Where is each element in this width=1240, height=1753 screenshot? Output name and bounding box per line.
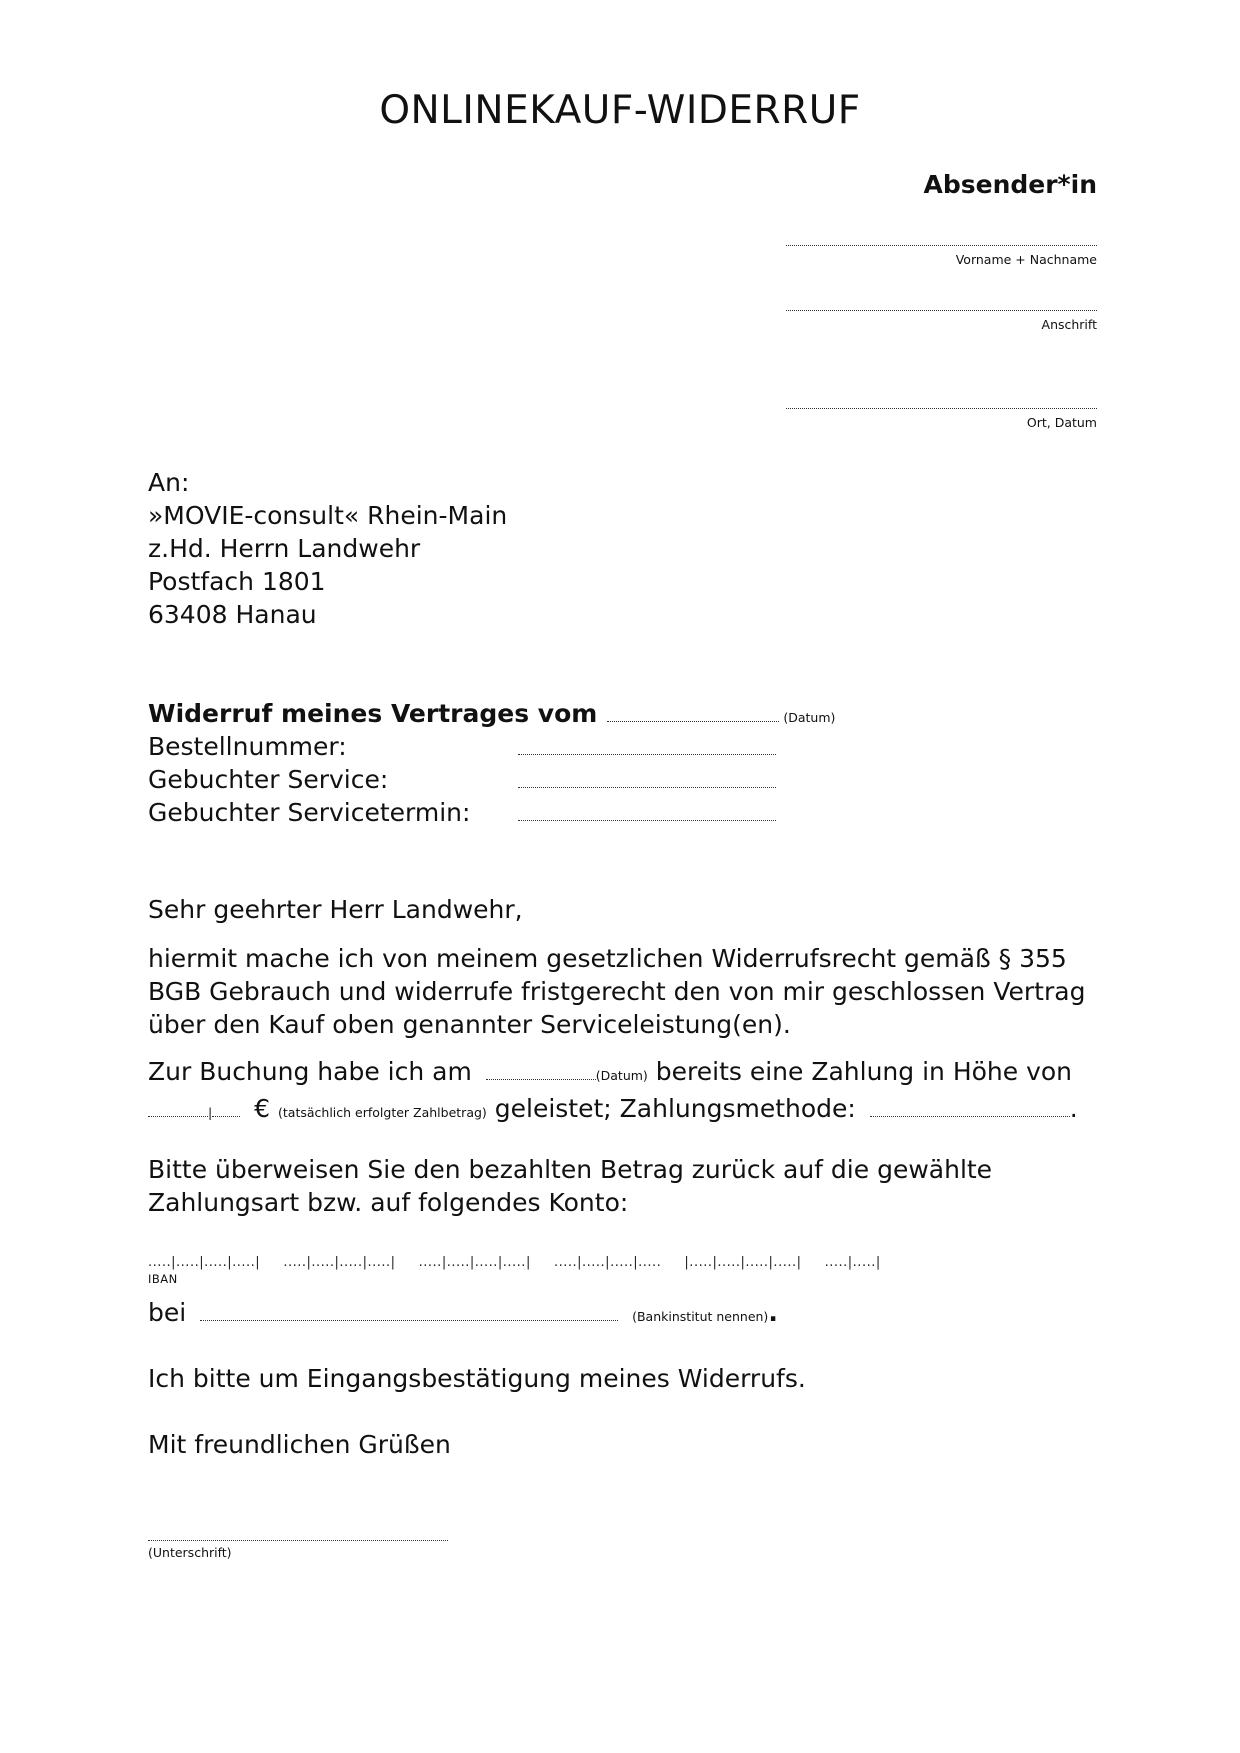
- sender-place-date-caption: Ort, Datum: [1026, 415, 1097, 430]
- order-number-label: Bestellnummer:: [148, 732, 347, 761]
- booked-service-row: [148, 763, 835, 796]
- signature-block: [148, 1540, 448, 1560]
- bank-prefix: bei: [148, 1298, 187, 1327]
- iban-block: [148, 1255, 881, 1286]
- bank-row: [148, 1296, 1098, 1333]
- payment-text-1: Zur Buchung habe ich am: [148, 1057, 472, 1086]
- euro-symbol: €: [254, 1094, 271, 1123]
- contract-date-field[interactable]: [607, 721, 779, 722]
- recipient-block: [148, 466, 507, 631]
- booked-service-label: Gebuchter Service:: [148, 765, 389, 794]
- sender-heading: Absender*in: [923, 170, 1097, 199]
- recipient-line: »MOVIE-consult« Rhein-Main: [148, 501, 508, 530]
- sender-name-field[interactable]: [786, 245, 1097, 267]
- service-date-label: Gebuchter Servicetermin:: [148, 798, 471, 827]
- document-title: ONLINEKAUF-WIDERRUF: [379, 88, 861, 133]
- subject-block: [148, 697, 835, 829]
- contract-date-hint: (Datum): [783, 710, 836, 725]
- amount-hint: (tatsächlich erfolgter Zahlbetrag): [278, 1105, 487, 1120]
- payment-text-2: bereits eine Zahlung in Höhe von: [655, 1057, 1073, 1086]
- closing-phrase: Mit freundlichen Grüßen: [148, 1430, 451, 1459]
- confirmation-request: Ich bitte um Eingangsbestätigung meines Widerrufs.: [148, 1364, 806, 1393]
- sender-place-date-line[interactable]: [786, 408, 1097, 409]
- recipient-line: Postfach 1801: [148, 567, 326, 596]
- sender-address-caption: Anschrift: [1041, 317, 1097, 332]
- iban-label: IBAN: [148, 1272, 178, 1286]
- service-date-row: [148, 796, 835, 829]
- bank-end: .: [768, 1298, 778, 1327]
- bank-name-field[interactable]: [200, 1320, 618, 1321]
- order-number-field[interactable]: [518, 754, 776, 755]
- sender-name-line[interactable]: [786, 245, 1097, 246]
- order-number-row: [148, 730, 835, 763]
- iban-field[interactable]: .....|.....|.....|.....| .....|.....|.....|.....| .....|.....|.....|.....| .....|.....|.....|..... |.....|.....|.....|.....| .....|.....|: [148, 1255, 881, 1270]
- recipient-label: An:: [148, 468, 190, 497]
- bank-hint: (Bankinstitut nennen): [632, 1309, 769, 1324]
- booked-service-field[interactable]: [518, 787, 776, 788]
- amount-cents-field[interactable]: [212, 1116, 240, 1117]
- subject-heading-row: [148, 697, 835, 730]
- payment-date-field[interactable]: [486, 1079, 596, 1080]
- sender-name-caption: Vorname + Nachname: [955, 252, 1097, 267]
- payment-method-field[interactable]: [870, 1116, 1070, 1117]
- sender-address-line[interactable]: [786, 310, 1097, 311]
- amount-euros-field[interactable]: [148, 1116, 208, 1117]
- signature-line[interactable]: [148, 1540, 448, 1541]
- sender-address-field[interactable]: [786, 310, 1097, 332]
- payment-text-3: geleistet; Zahlungsmethode:: [494, 1094, 856, 1123]
- recipient-line: z.Hd. Herrn Landwehr: [148, 534, 421, 563]
- revocation-paragraph: hiermit mache ich von meinem gesetzlichen Widerrufsrecht gemäß § 355 BGB Gebrauch und widerrufe fristgerecht den von mir geschlossen Vertrag über den Kauf oben genannter Serviceleistung(en).: [148, 944, 1086, 1039]
- sender-place-date-field[interactable]: [786, 408, 1097, 430]
- payment-date-hint: (Datum): [595, 1068, 648, 1083]
- recipient-line: 63408 Hanau: [148, 600, 317, 629]
- refund-paragraph: Bitte überweisen Sie den bezahlten Betrag zurück auf die gewählte Zahlungsart bzw. auf folgendes Konto:: [148, 1155, 993, 1217]
- subject-heading: Widerruf meines Vertrages vom: [148, 699, 598, 728]
- payment-end: .: [1069, 1094, 1078, 1123]
- payment-paragraph: Zur Buchung habe ich am (Datum) bereits eine Zahlung in Höhe von | € (tatsächlich erfolgter Zahlbetrag) geleistet; Zahlungsmethode: .: [148, 1057, 1078, 1123]
- service-date-field[interactable]: [518, 820, 776, 821]
- salutation: Sehr geehrter Herr Landwehr,: [148, 895, 523, 924]
- signature-caption: (Unterschrift): [148, 1545, 232, 1560]
